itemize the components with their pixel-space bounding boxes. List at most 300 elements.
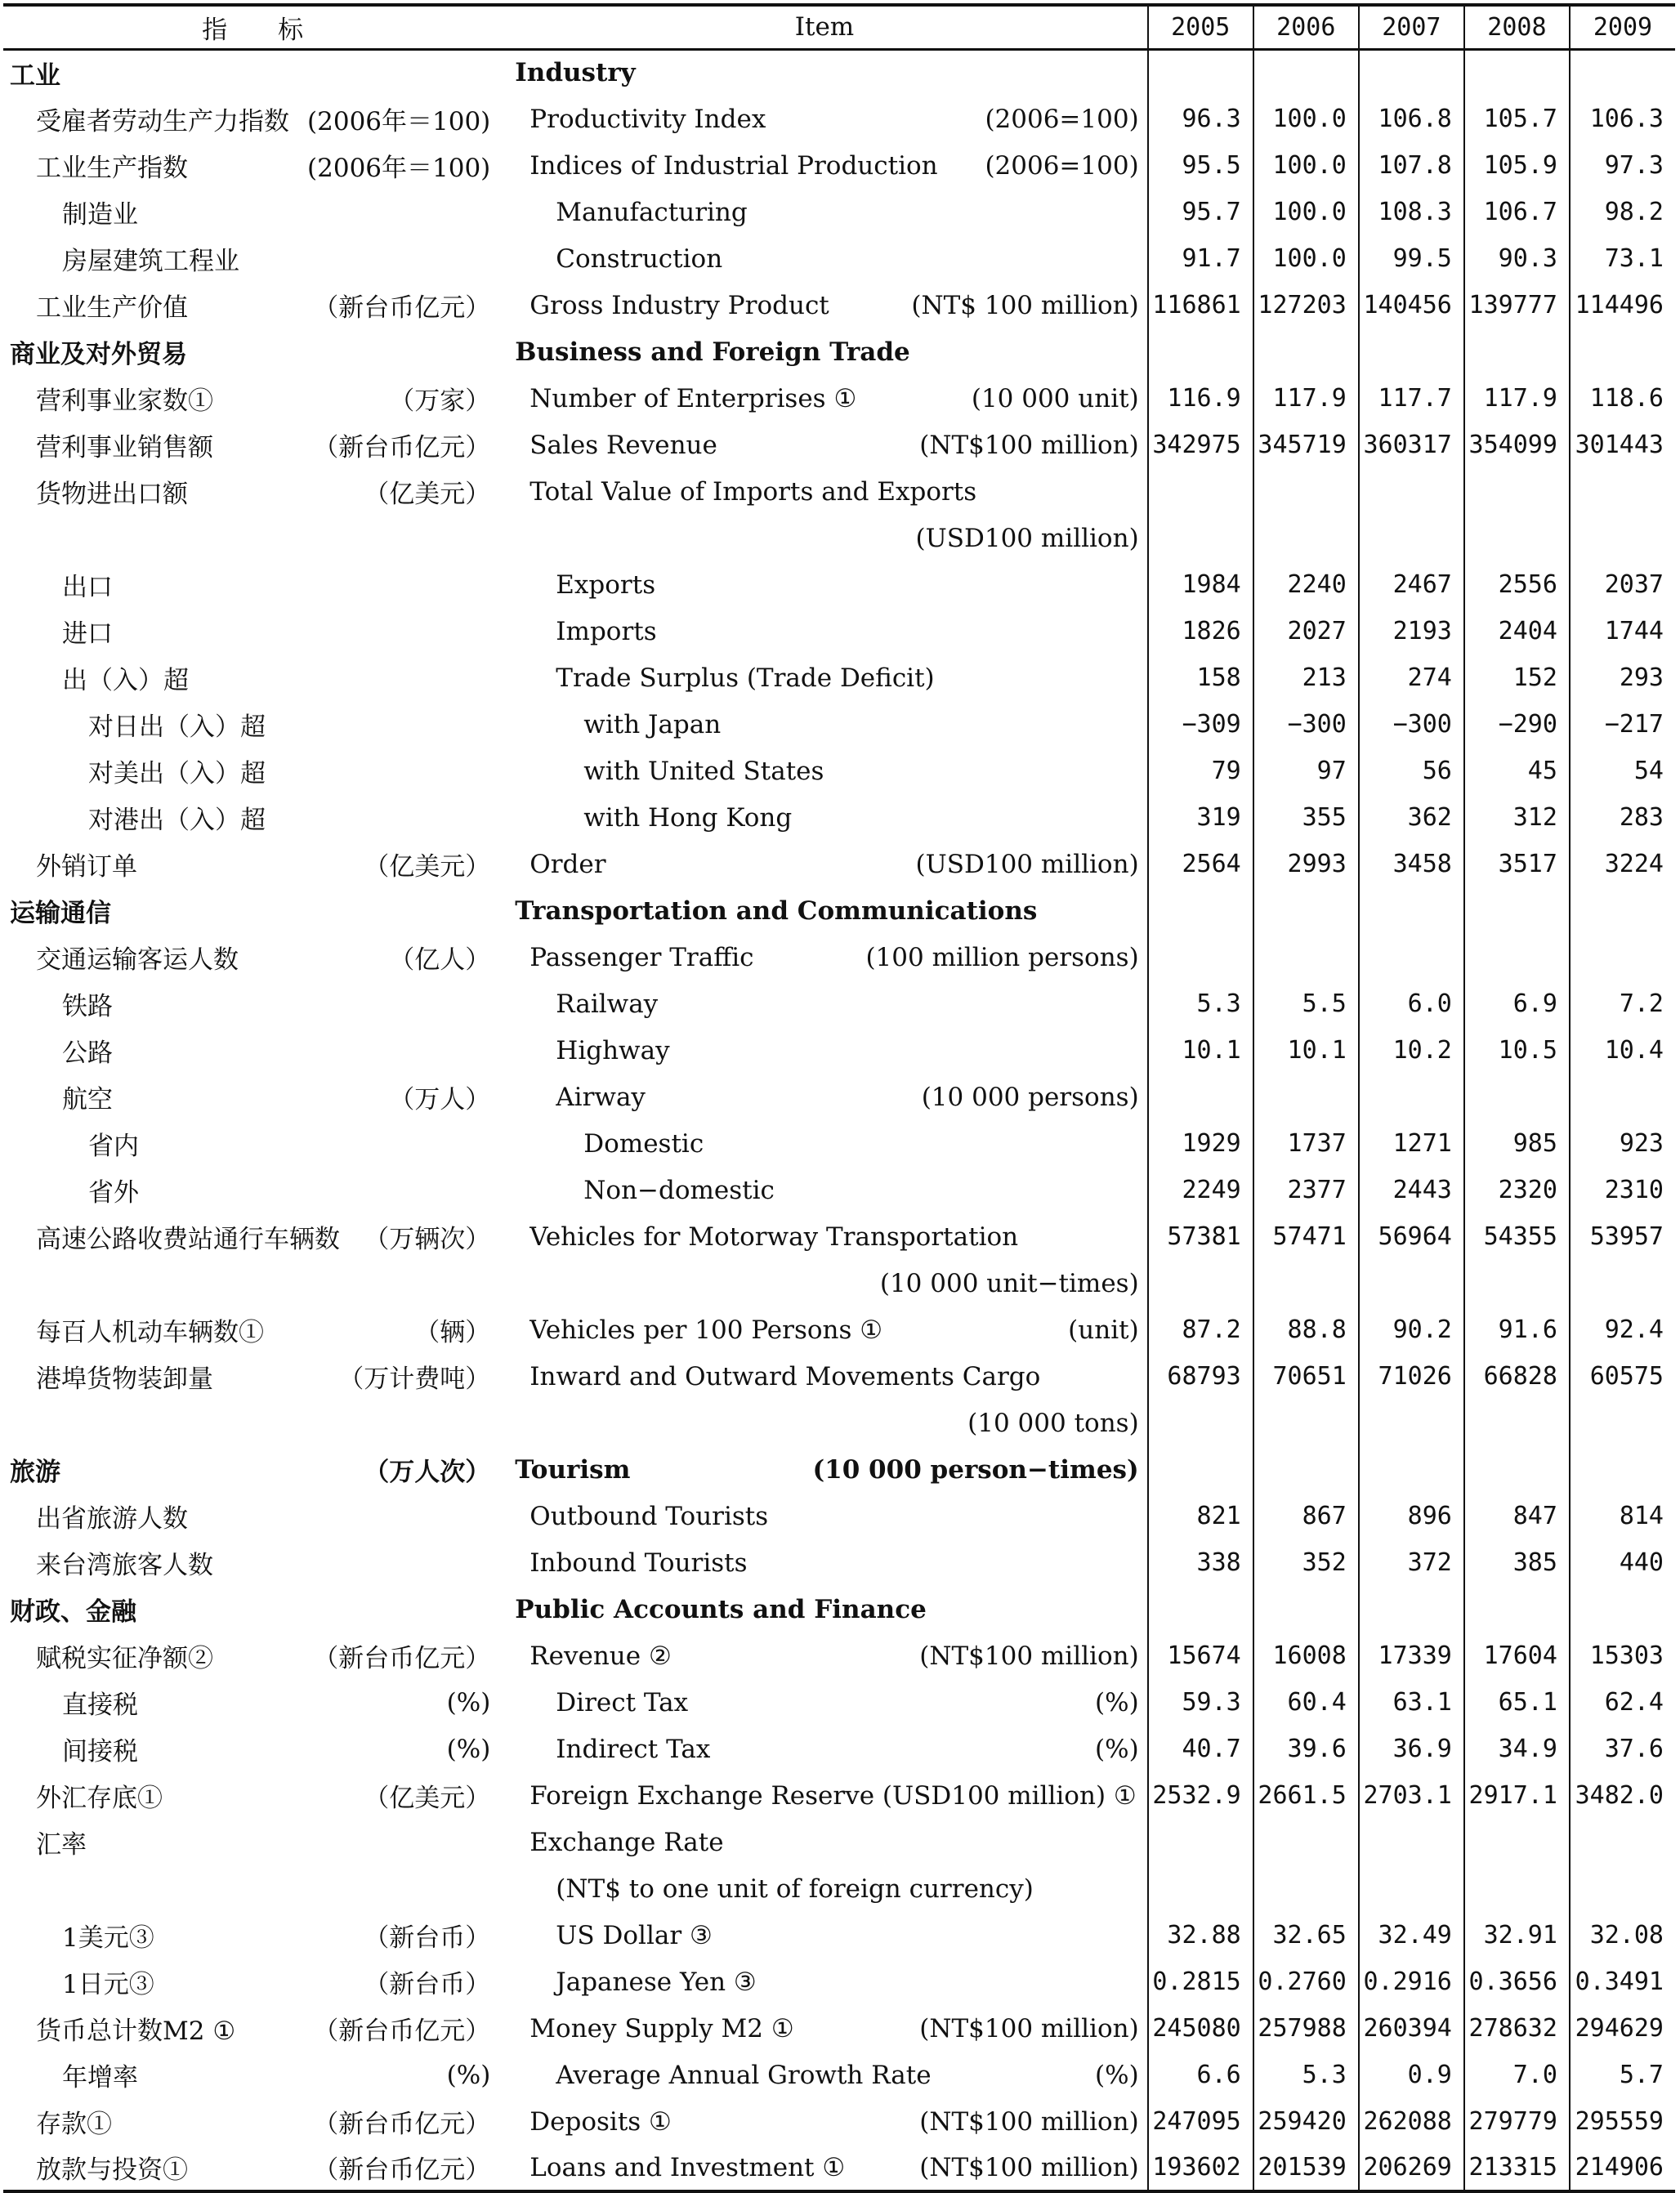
value-cell-2009: 3482.0 [1570, 1772, 1675, 1819]
indicator-cell [3, 980, 502, 1027]
indicator-cell [3, 2145, 502, 2191]
indicator-label: 赋税实征净额② [36, 1644, 213, 1673]
value-cell-2007: 108.3 [1359, 189, 1464, 235]
indicator-label: 进口 [62, 619, 113, 649]
indicator-cell [3, 701, 502, 748]
item-label: Vehicles per 100 Persons ① [529, 1315, 883, 1345]
indicator-cell [3, 1306, 502, 1353]
indicator-cell [3, 1679, 502, 1726]
value-cell-2005: 91.7 [1148, 235, 1253, 282]
item-unit: (unit) [1068, 1315, 1139, 1345]
header-year-2007: 2007 [1359, 5, 1464, 49]
indicator-unit: （新台币亿元） [313, 1644, 491, 1673]
value-cell-2008: 91.6 [1464, 1306, 1570, 1353]
value-cell-2009: 53957 [1570, 1213, 1675, 1260]
value-cell-2009: 60575 [1570, 1353, 1675, 1400]
value-cell-2009: 7.2 [1570, 980, 1675, 1027]
value-cell-2006 [1253, 1400, 1359, 1446]
value-cell-2006: 100.0 [1253, 96, 1359, 142]
item-cell [502, 701, 1147, 748]
value-cell-2005 [1148, 1865, 1253, 1912]
indicator-label: 对日出（入）超 [88, 712, 266, 742]
value-cell-2008 [1464, 328, 1570, 375]
item-unit: (10 000 unit) [971, 383, 1139, 413]
value-cell-2009 [1570, 887, 1675, 934]
value-cell-2006: 100.0 [1253, 235, 1359, 282]
item-unit: (NT$100 million) [919, 2013, 1139, 2043]
item-unit: (NT$ 100 million) [911, 290, 1139, 320]
value-cell-2007: 56964 [1359, 1213, 1464, 1260]
item-cell [502, 1539, 1147, 1586]
value-cell-2006 [1253, 1074, 1359, 1120]
value-cell-2009: 106.3 [1570, 96, 1675, 142]
value-cell-2008: 213315 [1464, 2145, 1570, 2191]
table-row [3, 422, 1675, 468]
indicator-label: 出省旅游人数 [36, 1504, 188, 1534]
indicator-cell [3, 282, 502, 328]
item-cell [502, 2098, 1147, 2145]
value-cell-2006: 2993 [1253, 841, 1359, 887]
value-cell-2006: 100.0 [1253, 189, 1359, 235]
item-label: with United States [583, 756, 824, 786]
header-indicator-label: 指 标 [202, 15, 304, 45]
value-cell-2005: 1984 [1148, 561, 1253, 608]
item-label: Passenger Traffic [529, 942, 754, 972]
indicator-cell [3, 1912, 502, 1959]
value-cell-2007: 2193 [1359, 608, 1464, 654]
value-cell-2007: 106.8 [1359, 96, 1464, 142]
value-cell-2008: 117.9 [1464, 375, 1570, 422]
value-cell-2009: 32.08 [1570, 1912, 1675, 1959]
item-label: Sales Revenue [529, 430, 717, 460]
value-cell-2009: 37.6 [1570, 1726, 1675, 1772]
value-cell-2008: 65.1 [1464, 1679, 1570, 1726]
value-cell-2007 [1359, 328, 1464, 375]
value-cell-2006: 39.6 [1253, 1726, 1359, 1772]
value-cell-2008 [1464, 1819, 1570, 1865]
indicator-label: 受雇者劳动生产力指数 [36, 107, 289, 136]
value-cell-2009 [1570, 934, 1675, 980]
value-cell-2005: −309 [1148, 701, 1253, 748]
indicator-cell [3, 1446, 502, 1493]
item-cell [502, 1446, 1147, 1493]
header-year-2006: 2006 [1253, 5, 1359, 49]
value-cell-2006: 2377 [1253, 1167, 1359, 1213]
value-cell-2006: 1737 [1253, 1120, 1359, 1167]
indicator-label: 汇率 [36, 1830, 87, 1860]
value-cell-2007 [1359, 1865, 1464, 1912]
item-cell [502, 608, 1147, 654]
item-cell [502, 1306, 1147, 1353]
table-row [3, 468, 1675, 515]
value-cell-2008 [1464, 49, 1570, 96]
value-cell-2007 [1359, 49, 1464, 96]
item-cell [502, 2005, 1147, 2052]
value-cell-2009: 214906 [1570, 2145, 1675, 2191]
indicator-label: 出（入）超 [62, 666, 189, 695]
indicator-cell [3, 2005, 502, 2052]
value-cell-2008: 54355 [1464, 1213, 1570, 1260]
value-cell-2008: 385 [1464, 1539, 1570, 1586]
value-cell-2005 [1148, 515, 1253, 561]
item-label: Imports [556, 616, 657, 646]
value-cell-2007: 56 [1359, 748, 1464, 794]
table-row [3, 980, 1675, 1027]
value-cell-2006: 100.0 [1253, 142, 1359, 189]
value-cell-2006 [1253, 328, 1359, 375]
table-row [3, 515, 1675, 561]
item-unit: (USD100 million) [915, 523, 1139, 553]
table-row [3, 1679, 1675, 1726]
indicator-cell [3, 189, 502, 235]
item-unit: (%) [1095, 1734, 1139, 1764]
value-cell-2008: 17604 [1464, 1632, 1570, 1679]
header-row [3, 5, 1675, 49]
table-row [3, 1493, 1675, 1539]
item-label: US Dollar ③ [556, 1920, 713, 1950]
indicator-label: 交通运输客运人数 [36, 945, 239, 975]
value-cell-2006 [1253, 1865, 1359, 1912]
table-row [3, 1306, 1675, 1353]
table-row [3, 282, 1675, 328]
table-row [3, 1912, 1675, 1959]
value-cell-2005: 57381 [1148, 1213, 1253, 1260]
value-cell-2007: 2703.1 [1359, 1772, 1464, 1819]
indicator-label: 高速公路收费站通行车辆数 [36, 1225, 340, 1254]
table-row [3, 96, 1675, 142]
table-row [3, 235, 1675, 282]
item-label: Foreign Exchange Reserve (USD100 million) ① [529, 1780, 1137, 1811]
value-cell-2006: 5.5 [1253, 980, 1359, 1027]
item-label: with Japan [583, 709, 722, 739]
item-label: Non−domestic [583, 1175, 775, 1205]
item-label: Indirect Tax [556, 1734, 711, 1764]
item-cell [502, 1353, 1147, 1400]
table-row [3, 49, 1675, 96]
value-cell-2007: 99.5 [1359, 235, 1464, 282]
table-row [3, 2145, 1675, 2191]
value-cell-2007: 2443 [1359, 1167, 1464, 1213]
indicator-label: 铁路 [62, 992, 113, 1021]
indicator-cell [3, 1353, 502, 1400]
item-cell [502, 1726, 1147, 1772]
value-cell-2006: 32.65 [1253, 1912, 1359, 1959]
table-row [3, 608, 1675, 654]
item-cell [502, 1213, 1147, 1260]
value-cell-2005: 2564 [1148, 841, 1253, 887]
value-cell-2005 [1148, 49, 1253, 96]
value-cell-2006: 127203 [1253, 282, 1359, 328]
value-cell-2005: 0.2815 [1148, 1959, 1253, 2005]
indicator-unit: （万人次） [364, 1458, 491, 1487]
table-row [3, 1819, 1675, 1865]
indicator-unit: （新台币亿元） [313, 2110, 491, 2139]
value-cell-2009 [1570, 1260, 1675, 1306]
indicator-unit: （亿美元） [364, 1784, 491, 1813]
indicator-label: 对美出（入）超 [88, 759, 266, 788]
item-cell [502, 1586, 1147, 1632]
indicator-label: 对港出（入）超 [88, 806, 266, 835]
value-cell-2007: 117.7 [1359, 375, 1464, 422]
item-cell [502, 1493, 1147, 1539]
item-label: Order [529, 849, 606, 879]
value-cell-2009 [1570, 328, 1675, 375]
value-cell-2008 [1464, 1586, 1570, 1632]
value-cell-2006 [1253, 934, 1359, 980]
value-cell-2005: 10.1 [1148, 1027, 1253, 1074]
item-unit: (10 000 tons) [967, 1408, 1139, 1438]
item-cell [502, 1912, 1147, 1959]
indicator-unit: （万家） [389, 386, 491, 416]
indicator-cell [3, 235, 502, 282]
table-row [3, 934, 1675, 980]
item-unit: (10 000 unit−times) [879, 1268, 1139, 1298]
value-cell-2009: 283 [1570, 794, 1675, 841]
item-label: Highway [556, 1035, 670, 1065]
value-cell-2007: 90.2 [1359, 1306, 1464, 1353]
value-cell-2007 [1359, 934, 1464, 980]
value-cell-2006 [1253, 515, 1359, 561]
value-cell-2005: 68793 [1148, 1353, 1253, 1400]
item-cell [502, 1679, 1147, 1726]
item-cell [502, 422, 1147, 468]
item-label: Average Annual Growth Rate [556, 2060, 932, 2090]
value-cell-2007: 6.0 [1359, 980, 1464, 1027]
value-cell-2006: 2240 [1253, 561, 1359, 608]
indicator-cell [3, 1120, 502, 1167]
value-cell-2009: 814 [1570, 1493, 1675, 1539]
item-label: Airway [556, 1082, 646, 1112]
indicator-unit: （万人） [389, 1085, 491, 1114]
item-cell [502, 561, 1147, 608]
value-cell-2009 [1570, 515, 1675, 561]
indicator-label: 制造业 [62, 200, 138, 230]
value-cell-2009 [1570, 1865, 1675, 1912]
value-cell-2007: 274 [1359, 654, 1464, 701]
item-label: Vehicles for Motorway Transportation [529, 1222, 1019, 1252]
header-year-2009: 2009 [1570, 5, 1675, 49]
item-label: with Hong Kong [583, 802, 793, 833]
value-cell-2007 [1359, 1260, 1464, 1306]
table-row [3, 561, 1675, 608]
value-cell-2008: 105.9 [1464, 142, 1570, 189]
item-label: (NT$ to one unit of foreign currency) [556, 1874, 1034, 1904]
item-unit: (NT$100 million) [919, 430, 1139, 460]
value-cell-2009: 0.3491 [1570, 1959, 1675, 2005]
indicator-unit: （亿人） [389, 945, 491, 975]
value-cell-2007: 2467 [1359, 561, 1464, 608]
indicator-unit: （亿美元） [364, 852, 491, 882]
value-cell-2008: 105.7 [1464, 96, 1570, 142]
value-cell-2005: 319 [1148, 794, 1253, 841]
item-label: Business and Foreign Trade [515, 337, 910, 367]
value-cell-2009: 73.1 [1570, 235, 1675, 282]
item-cell [502, 1772, 1147, 1819]
indicator-label: 间接税 [62, 1737, 138, 1766]
item-label: Direct Tax [556, 1687, 689, 1717]
table-row [3, 1446, 1675, 1493]
item-unit: (NT$100 million) [919, 2106, 1139, 2137]
table-row [3, 794, 1675, 841]
item-label: Exports [556, 569, 656, 600]
table-row [3, 1120, 1675, 1167]
indicator-cell [3, 748, 502, 794]
item-cell [502, 654, 1147, 701]
item-cell [502, 1400, 1147, 1446]
item-cell [502, 887, 1147, 934]
value-cell-2009: 1744 [1570, 608, 1675, 654]
value-cell-2007: 10.2 [1359, 1027, 1464, 1074]
item-cell [502, 515, 1147, 561]
item-unit: (100 million persons) [865, 942, 1139, 972]
indicator-label: 外销订单 [36, 852, 137, 882]
item-cell [502, 375, 1147, 422]
indicator-cell [3, 49, 502, 96]
indicator-unit: （新台币亿元） [313, 433, 491, 462]
table-row [3, 841, 1675, 887]
item-label: Exchange Rate [529, 1827, 724, 1857]
value-cell-2007: 107.8 [1359, 142, 1464, 189]
table-row [3, 1726, 1675, 1772]
value-cell-2009 [1570, 1446, 1675, 1493]
value-cell-2008 [1464, 1446, 1570, 1493]
value-cell-2007: 260394 [1359, 2005, 1464, 2052]
value-cell-2005 [1148, 934, 1253, 980]
item-cell [502, 2145, 1147, 2191]
value-cell-2006: 2661.5 [1253, 1772, 1359, 1819]
indicator-cell [3, 375, 502, 422]
item-cell [502, 1959, 1147, 2005]
indicator-cell [3, 1167, 502, 1213]
table-row [3, 1865, 1675, 1912]
value-cell-2008: 2556 [1464, 561, 1570, 608]
item-label: Trade Surplus (Trade Deficit) [556, 663, 935, 693]
item-label: Inbound Tourists [529, 1548, 748, 1578]
value-cell-2005: 1826 [1148, 608, 1253, 654]
value-cell-2008: 278632 [1464, 2005, 1570, 2052]
indicator-unit: （万计费吨） [338, 1364, 491, 1394]
table-row [3, 1586, 1675, 1632]
indicator-label: 港埠货物装卸量 [36, 1364, 213, 1394]
value-cell-2006 [1253, 1586, 1359, 1632]
value-cell-2009 [1570, 1400, 1675, 1446]
item-cell [502, 142, 1147, 189]
indicator-cell [3, 1213, 502, 1260]
value-cell-2005 [1148, 1400, 1253, 1446]
statistics-table [3, 3, 1675, 2193]
indicator-unit: (%) [446, 1687, 491, 1717]
item-label: Transportation and Communications [515, 896, 1038, 926]
indicator-cell [3, 1493, 502, 1539]
item-unit: (NT$100 million) [919, 1641, 1139, 1671]
item-cell [502, 1819, 1147, 1865]
value-cell-2008 [1464, 887, 1570, 934]
item-label: Inward and Outward Movements Cargo [529, 1361, 1041, 1391]
value-cell-2005 [1148, 468, 1253, 515]
value-cell-2005: 2249 [1148, 1167, 1253, 1213]
header-item [502, 5, 1147, 49]
item-cell [502, 1167, 1147, 1213]
item-cell [502, 1632, 1147, 1679]
indicator-label: 货物进出口额 [36, 480, 188, 509]
value-cell-2006: 345719 [1253, 422, 1359, 468]
value-cell-2009: −217 [1570, 701, 1675, 748]
value-cell-2006: 867 [1253, 1493, 1359, 1539]
value-cell-2005: 59.3 [1148, 1679, 1253, 1726]
item-cell [502, 748, 1147, 794]
indicator-label: 航空 [62, 1085, 113, 1114]
value-cell-2006: 352 [1253, 1539, 1359, 1586]
table-row [3, 1260, 1675, 1306]
value-cell-2006 [1253, 468, 1359, 515]
item-cell [502, 1260, 1147, 1306]
value-cell-2006: 70651 [1253, 1353, 1359, 1400]
indicator-unit: （新台币） [364, 1923, 491, 1953]
item-label: Industry [515, 58, 636, 88]
table-row [3, 1400, 1675, 1446]
value-cell-2009 [1570, 1819, 1675, 1865]
item-unit: (2006=100) [985, 104, 1139, 134]
value-cell-2007: 17339 [1359, 1632, 1464, 1679]
value-cell-2005: 95.5 [1148, 142, 1253, 189]
value-cell-2009: 118.6 [1570, 375, 1675, 422]
value-cell-2008: 985 [1464, 1120, 1570, 1167]
value-cell-2005: 245080 [1148, 2005, 1253, 2052]
indicator-label: 每百人机动车辆数① [36, 1318, 264, 1347]
indicator-cell [3, 1772, 502, 1819]
value-cell-2005: 338 [1148, 1539, 1253, 1586]
value-cell-2006 [1253, 49, 1359, 96]
value-cell-2008 [1464, 1865, 1570, 1912]
item-label: Revenue ② [529, 1641, 672, 1671]
value-cell-2006: 97 [1253, 748, 1359, 794]
indicator-cell [3, 1074, 502, 1120]
indicator-cell [3, 794, 502, 841]
value-cell-2008: 2320 [1464, 1167, 1570, 1213]
value-cell-2005: 342975 [1148, 422, 1253, 468]
header-indicator [3, 5, 502, 49]
value-cell-2008 [1464, 934, 1570, 980]
value-cell-2005 [1148, 1819, 1253, 1865]
value-cell-2009: 114496 [1570, 282, 1675, 328]
value-cell-2006: 201539 [1253, 2145, 1359, 2191]
value-cell-2008: 66828 [1464, 1353, 1570, 1400]
indicator-cell [3, 1400, 502, 1446]
indicator-unit: （新台币亿元） [313, 2017, 491, 2046]
item-cell [502, 282, 1147, 328]
value-cell-2008: 106.7 [1464, 189, 1570, 235]
value-cell-2005 [1148, 1074, 1253, 1120]
value-cell-2009: 2037 [1570, 561, 1675, 608]
value-cell-2005 [1148, 887, 1253, 934]
value-cell-2006: 10.1 [1253, 1027, 1359, 1074]
indicator-label: 来台湾旅客人数 [36, 1551, 213, 1580]
item-cell [502, 841, 1147, 887]
value-cell-2006: 355 [1253, 794, 1359, 841]
value-cell-2005: 87.2 [1148, 1306, 1253, 1353]
value-cell-2005 [1148, 1260, 1253, 1306]
item-label: Gross Industry Product [529, 290, 829, 320]
item-label: Public Accounts and Finance [515, 1594, 927, 1624]
table-row [3, 189, 1675, 235]
indicator-cell [3, 2098, 502, 2145]
value-cell-2007 [1359, 887, 1464, 934]
item-label: Domestic [583, 1128, 704, 1159]
value-cell-2005: 6.6 [1148, 2052, 1253, 2098]
item-label: Total Value of Imports and Exports [529, 476, 977, 507]
value-cell-2007: 262088 [1359, 2098, 1464, 2145]
value-cell-2005: 96.3 [1148, 96, 1253, 142]
